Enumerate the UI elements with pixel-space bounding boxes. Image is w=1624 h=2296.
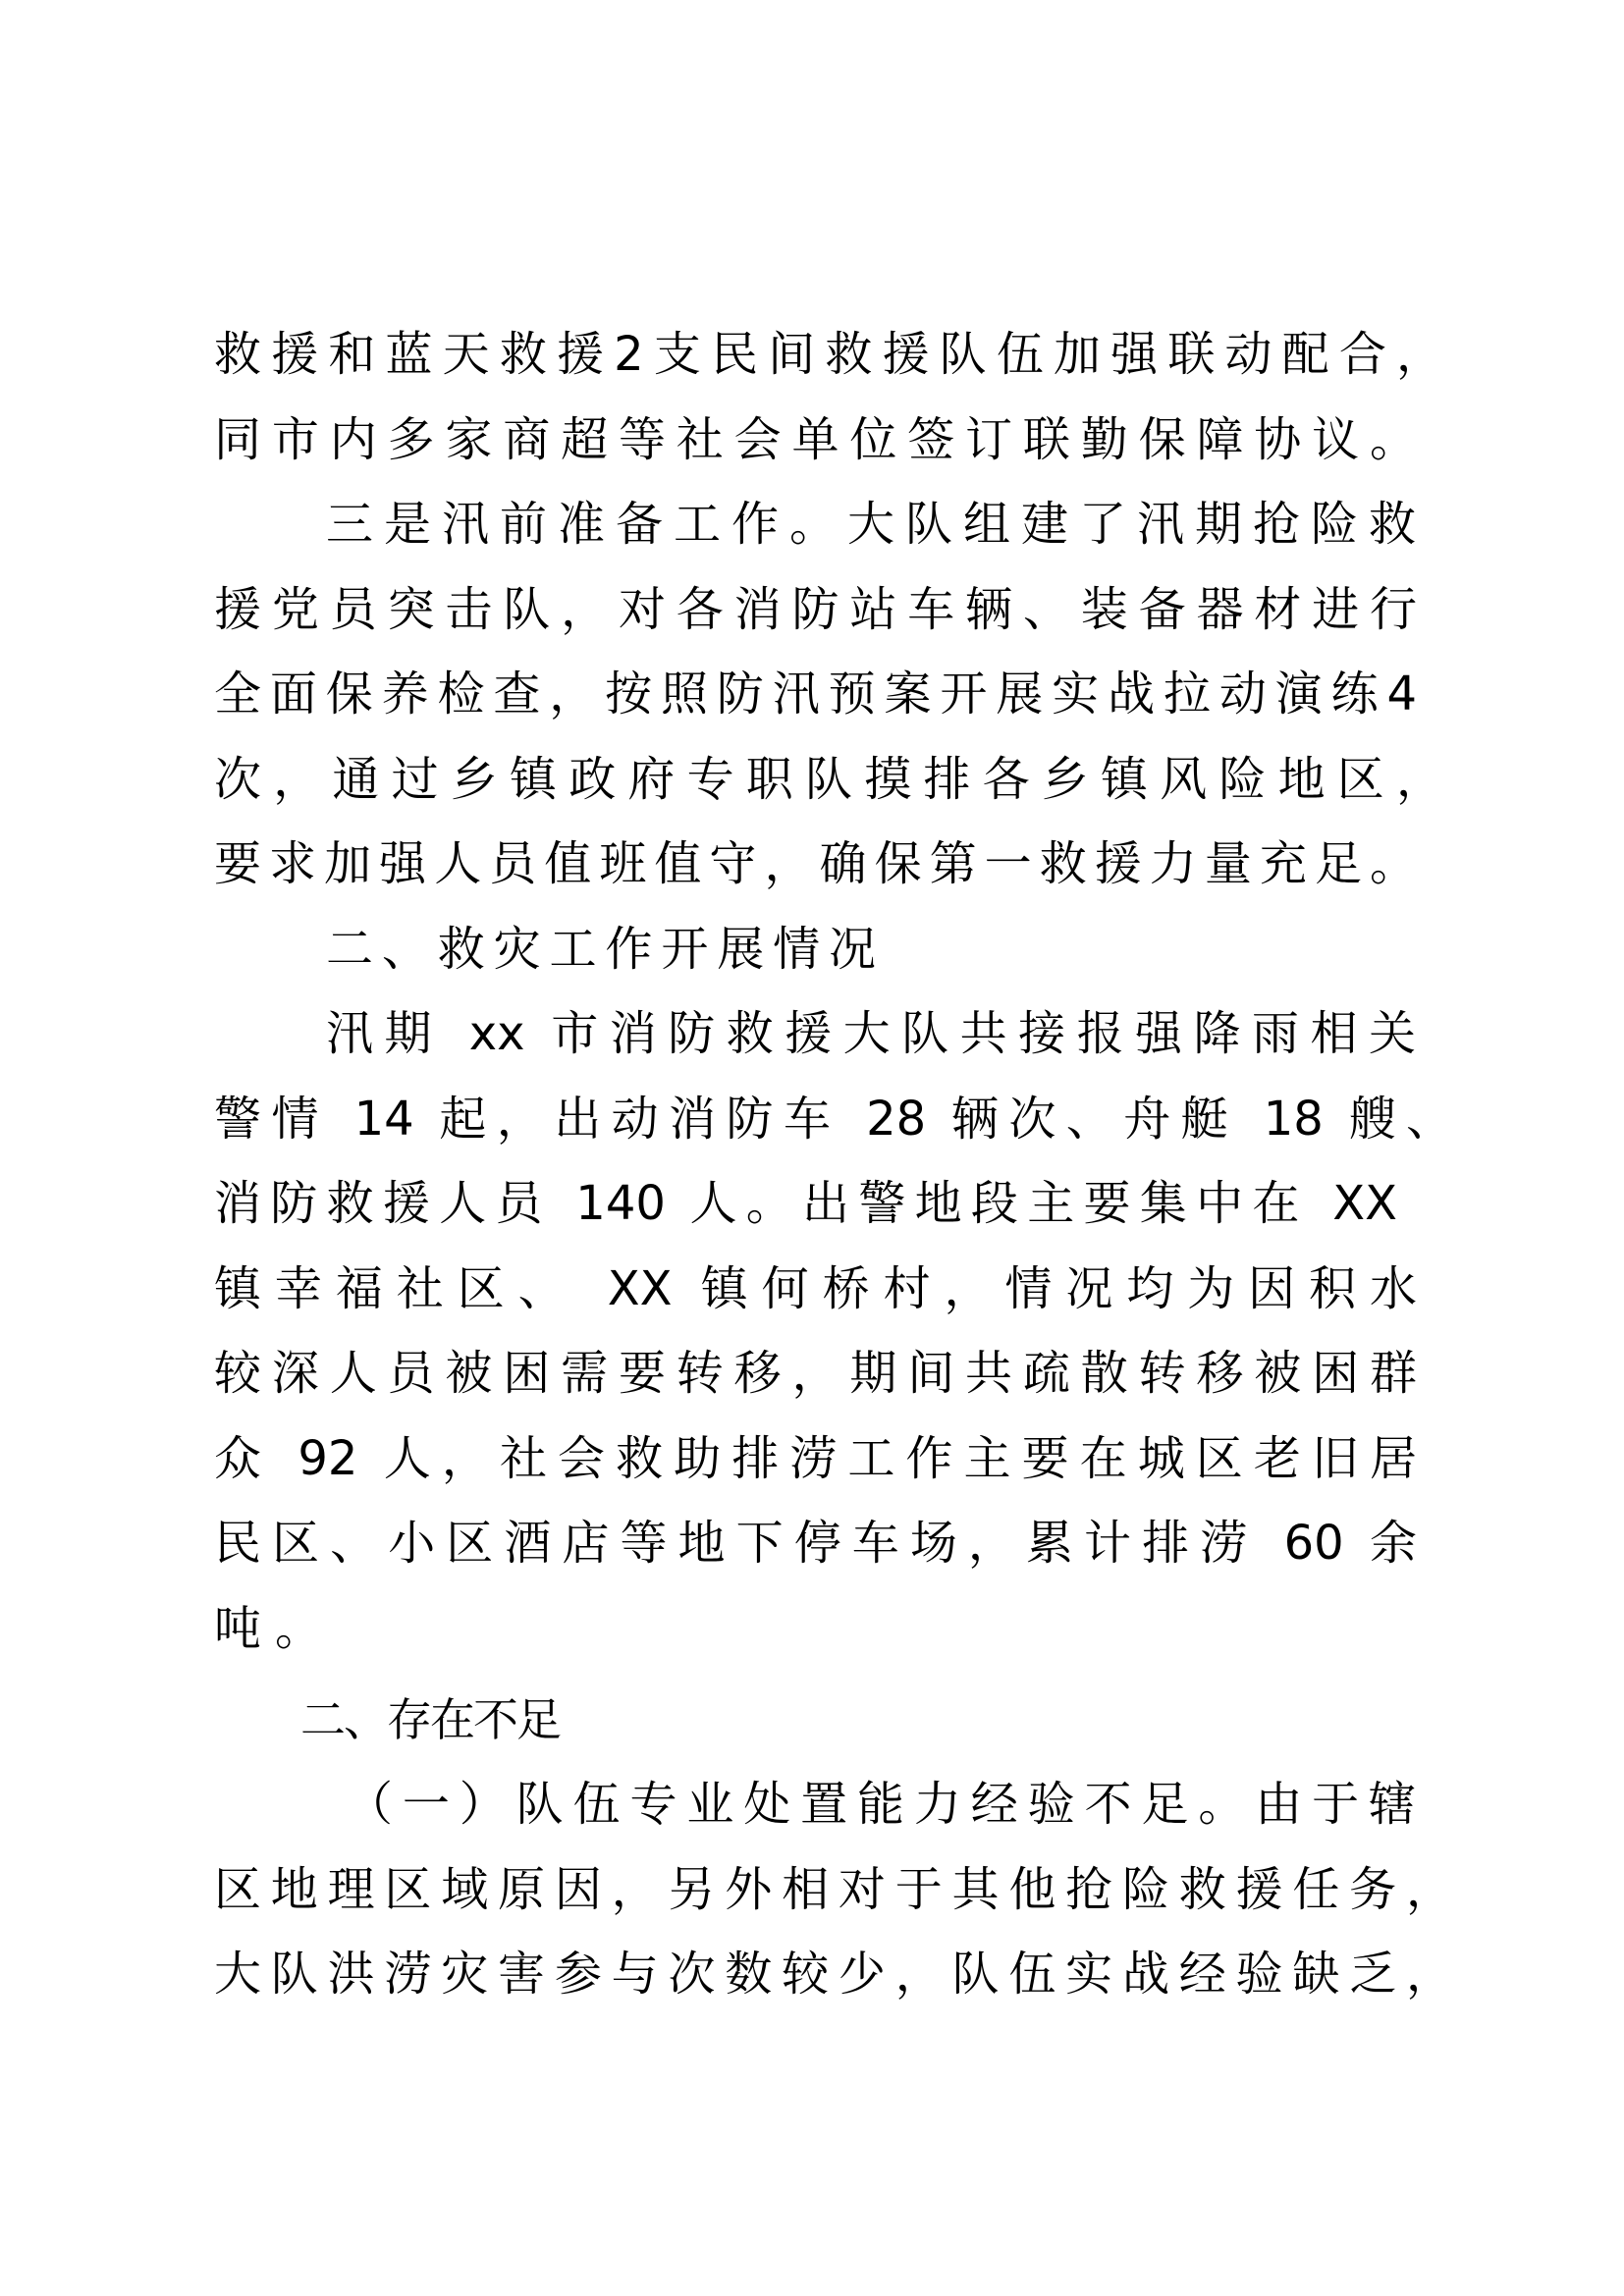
paragraph-line: 同市内多家商超等社会单位签订联勤保障协议。 [214, 412, 1417, 467]
paragraph-line: 救援和蓝天救援2支民间救援队伍加强联动配合， [214, 327, 1443, 382]
paragraph-line: 镇幸福社区、 XX 镇何桥村，情况均为因积水 [214, 1261, 1417, 1316]
paragraph-line: 三是汛前准备工作。大队组建了汛期抢险救 [326, 497, 1416, 552]
section-heading: 二、存在不足 [300, 1693, 560, 1746]
paragraph-line: 吨。 [214, 1601, 337, 1656]
paragraph-line: 众 92 人，社会救助排涝工作主要在城区老旧居 [214, 1431, 1417, 1486]
paragraph-line: 较深人员被困需要转移，期间共疏散转移被困群 [214, 1346, 1417, 1401]
paragraph-line: 大队洪涝灾害参与次数较少，队伍实战经验缺乏， [214, 1947, 1453, 2002]
paragraph-line: 消防救援人员 140 人。出警地段主要集中在 XX [214, 1176, 1397, 1231]
paragraph-line: 民区、小区酒店等地下停车场，累计排涝 60 余 [214, 1516, 1417, 1571]
paragraph-line: 全面保养检查，按照防汛预案开展实战拉动演练4 [214, 667, 1417, 721]
paragraph-line: 次，通过乡镇政府专职队摸排各乡镇风险地区， [214, 752, 1443, 807]
paragraph-line: 要求加强人员值班值守，确保第一救援力量充足。 [214, 836, 1417, 891]
paragraph-line: （一）队伍专业处置能力经验不足。由于辖 [346, 1777, 1416, 1832]
paragraph-line: 区地理区域原因，另外相对于其他抢险救援任务， [214, 1862, 1453, 1917]
section-heading: 二、救灾工作开展情况 [326, 922, 876, 977]
paragraph-line: 汛期 xx 市消防救援大队共接报强降雨相关 [326, 1006, 1416, 1061]
paragraph-line: 警情 14 起，出动消防车 28 辆次、舟艇 18 艘、 [214, 1092, 1453, 1147]
paragraph-line: 援党员突击队，对各消防站车辆、装备器材进行 [214, 582, 1417, 637]
